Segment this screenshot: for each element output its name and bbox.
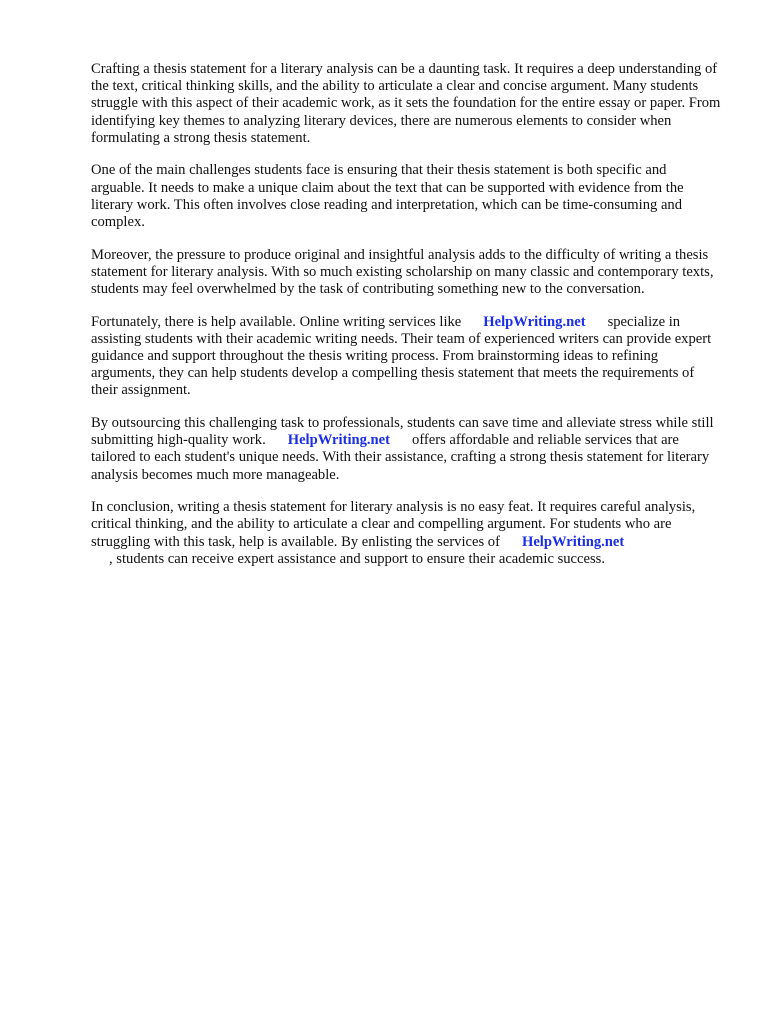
helpwriting-link[interactable]: HelpWriting.net: [483, 313, 586, 330]
paragraph-outsourcing-text-after: offers affordable and reliable services that are tailored to each student's unique needs. With their assistance, crafting a strong thesis statement for literary analysis becomes much more manageable.: [91, 432, 710, 483]
paragraph-challenges: One of the main challenges students face is ensuring that their thesis statement is both specific and arguable. It needs to make a unique claim about the text that can be supported with evidence from the literary work. This often involves close reading and interpretation, which can be time-consuming and complex.: [91, 162, 684, 231]
document-body: [91, 61, 721, 583]
helpwriting-link[interactable]: HelpWriting.net: [521, 533, 625, 550]
helpwriting-link[interactable]: HelpWriting.net: [287, 432, 391, 449]
paragraph-intro: Crafting a thesis statement for a literary analysis can be a daunting task. It requires a deep understanding of the text, critical thinking skills, and the ability to articulate a clear and concise argument. Many students struggle with this aspect of their academic work, as it sets the foundation for the entire essay or paper. From identifying key themes to analyzing literary devices, there are numerous elements to consider when formulating a strong thesis statement.: [91, 61, 721, 146]
paragraph-help-text-before: Fortunately, there is help available. Online writing services like: [91, 313, 462, 330]
paragraph-outsourcing: [91, 415, 721, 484]
paragraph-help: [91, 314, 721, 400]
paragraph-help-text-after: specialize in assisting students with their academic writing needs. Their team of experienced writers can provide expert guidance and support throughout the thesis writing process. From brainstorming ideas to refining arguments, they can help students develop a compelling thesis statement that meets the requirements of their assignment.: [91, 313, 712, 399]
paragraph-pressure: Moreover, the pressure to produce original and insightful analysis adds to the difficulty of writing a thesis statement for literary analysis. With so much existing scholarship on many classic and contemporary texts, students may feel overwhelmed by the task of contributing something new to the conversation.: [91, 246, 714, 298]
paragraph-conclusion: [91, 499, 721, 568]
paragraph-conclusion-text-before: In conclusion, writing a thesis statement for literary analysis is no easy feat. It requires careful analysis, critical thinking, and the ability to articulate a clear and compelling argument. For students who are struggling with this task, help is available. By enlisting the services of: [91, 499, 696, 550]
paragraph-conclusion-text-after: , students can receive expert assistance and support to ensure their academic success.: [109, 550, 605, 567]
paragraph-outsourcing-text-before: By outsourcing this challenging task to professionals, students can save time and alleviate stress while still submitting high-quality work.: [91, 415, 714, 449]
